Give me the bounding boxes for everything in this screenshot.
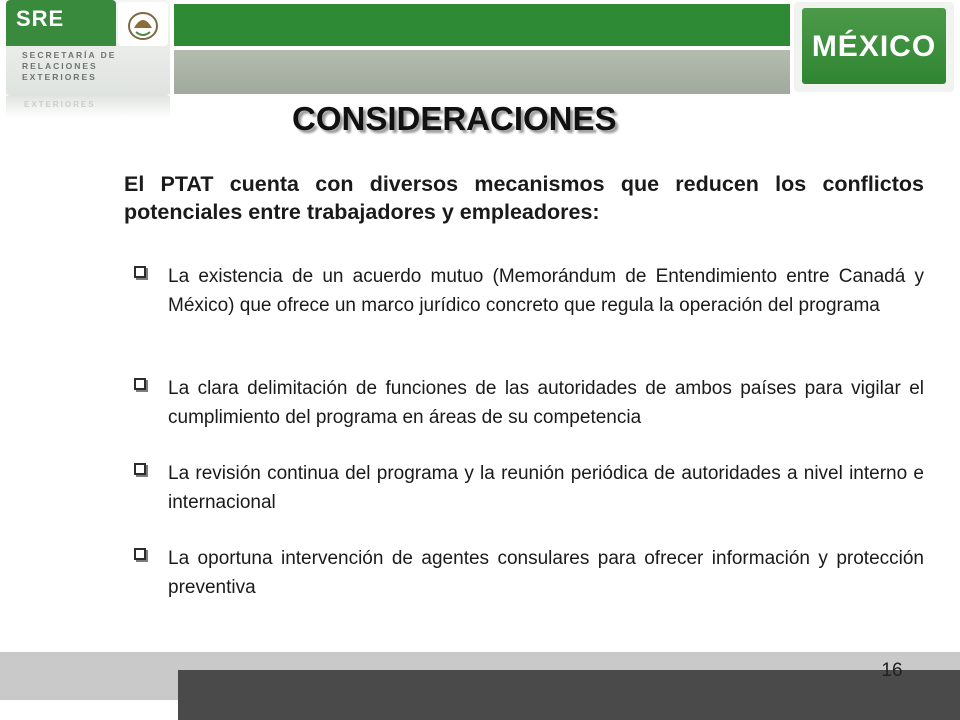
- checkbox-bullet-icon: [134, 463, 146, 475]
- mexico-logo-panel: [802, 8, 946, 84]
- checkbox-bullet-icon: [134, 378, 146, 390]
- sre-logo-reflection: [6, 96, 170, 118]
- sre-logo: [6, 0, 170, 96]
- checkbox-bullet-icon: [134, 266, 146, 278]
- bullet-item: [134, 374, 924, 432]
- header-green-bar: [174, 4, 790, 46]
- bullet-item: [134, 459, 924, 517]
- bullet-text: La clara delimitación de funciones de las autoridades de ambos países para vigilar el cumplimiento del programa en áreas de su competencia: [168, 378, 924, 428]
- intro-paragraph: El PTAT cuenta con diversos mecanismos que reducen los conflictos potenciales entre trabajadores y empleadores:: [124, 172, 924, 224]
- sre-logo-green-panel: [6, 0, 116, 46]
- footer-dark-bar: [178, 670, 960, 720]
- sre-logo-letters: SRE: [16, 6, 65, 31]
- header-gray-bar: [174, 50, 790, 94]
- bullet-text: La revisión continua del programa y la reunión periódica de autoridades a nivel interno e internacional: [168, 463, 924, 513]
- mexico-logo-text: MÉXICO: [811, 30, 937, 63]
- slide-title: CONSIDERACIONES: [292, 100, 617, 137]
- mexican-seal-icon: [118, 2, 168, 46]
- bullet-item: [134, 544, 924, 602]
- bullet-text: La oportuna intervención de agentes consulares para ofrecer información y protección preventiva: [168, 548, 924, 598]
- page-number: 16: [881, 660, 903, 681]
- checkbox-bullet-icon: [134, 548, 146, 560]
- bullet-text: La existencia de un acuerdo mutuo (Memorándum de Entendimiento entre Canadá y México) que ofrece un marco jurídico concreto que regula la operación del programa: [168, 266, 924, 316]
- bullet-item: [134, 262, 924, 320]
- mexico-logo: [794, 2, 954, 92]
- sre-full-name: SECRETARÍA DE RELACIONES EXTERIORES: [22, 50, 117, 82]
- sre-reflection-text: EXTERIORES: [24, 100, 96, 109]
